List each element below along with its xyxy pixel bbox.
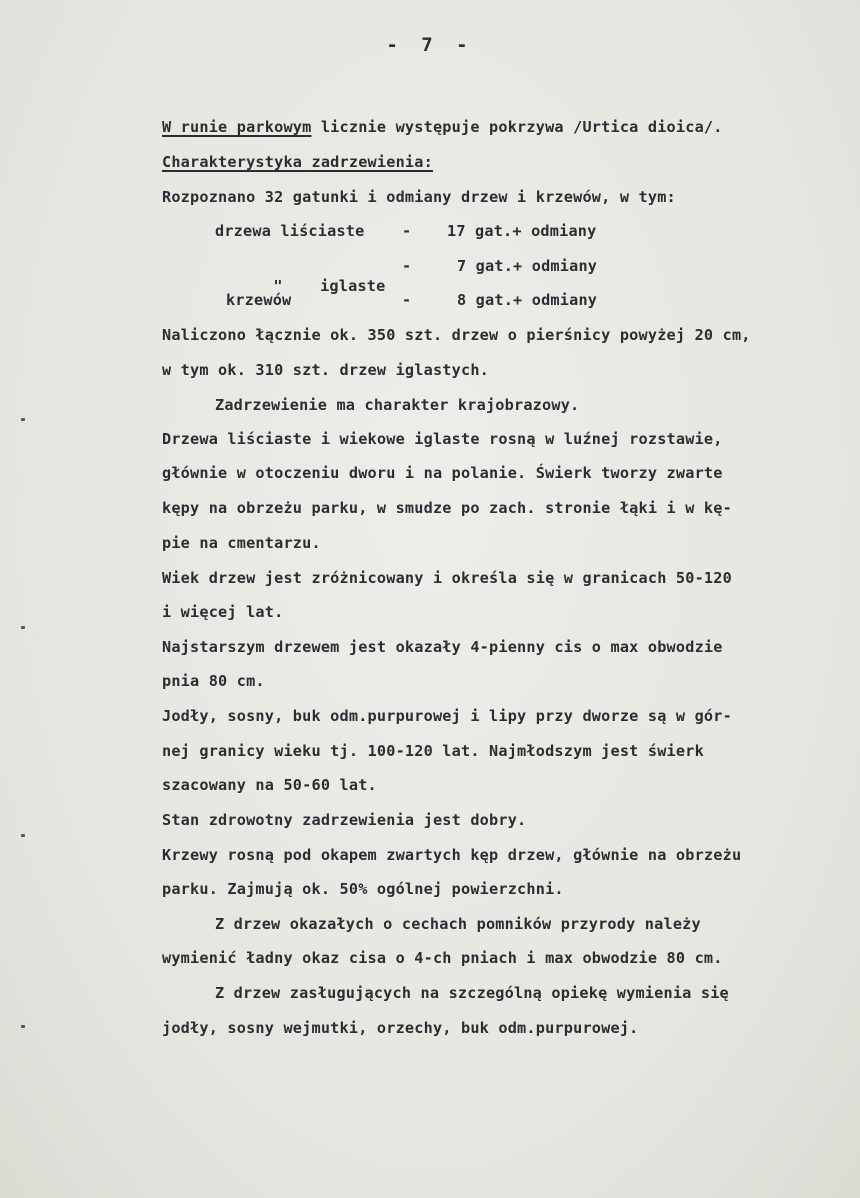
species-count: 8 gat.+ odmiany [457,291,598,309]
species-count: 17 gat.+ odmiany [447,222,597,240]
heading-line [162,117,723,137]
subheading: Charakterystyka zadrzewienia: [162,153,433,171]
species-dash: - [402,222,412,240]
species-dash: - [402,291,412,309]
page-number: - 7 - [386,34,474,56]
body-line: nej granicy wieku tj. 100-120 lat. Najmłodszym jest świerk [162,742,704,760]
body-line: parku. Zajmują ok. 50% ogólnej powierzchni. [162,880,564,898]
species-row [215,221,365,241]
species-group: " iglaste [273,277,386,295]
body-line: Jodły, sosny, buk odm.purpurowej i lipy przy dworze są w gór- [162,707,732,725]
body-line: Zadrzewienie ma charakter krajobrazowy. [215,396,580,414]
body-line: szacowany na 50-60 lat. [162,776,377,794]
body-line: głównie w otoczeniu dworu i na polanie. Świerk tworzy zwarte [162,464,723,482]
species-group: drzewa liściaste [215,222,365,240]
species-dash: - [402,257,412,275]
species-count: 7 gat.+ odmiany [457,257,598,275]
margin-mark [21,834,25,837]
heading-rest: licznie występuje pokrzywa /Urtica dioica/. [311,118,723,136]
body-line: Stan zdrowotny zadrzewienia jest dobry. [162,811,527,829]
body-line: pie na cmentarzu. [162,534,321,552]
margin-mark [21,418,25,421]
body-line: pnia 80 cm. [162,672,265,690]
body-line: Drzewa liściaste i wiekowe iglaste rosną w luźnej rozstawie, [162,430,723,448]
body-line: i więcej lat. [162,603,284,621]
body-line: w tym ok. 310 szt. drzew iglastych. [162,361,490,379]
body-line: jodły, sosny wejmutki, orzechy, buk odm.purpurowej. [162,1019,639,1037]
margin-mark [21,626,25,629]
body-line: kępy na obrzeżu parku, w smudze po zach. stronie łąki i w kę- [162,499,732,517]
body-line: Z drzew zasługujących na szczególną opiekę wymienia się [215,984,729,1002]
body-line: Wiek drzew jest zróżnicowany i określa się w granicach 50-120 [162,569,732,587]
body-line: Najstarszym drzewem jest okazały 4-pienny cis o max obwodzie [162,638,723,656]
species-group: krzewów [226,291,292,309]
body-line: Naliczono łącznie ok. 350 szt. drzew o pierśnicy powyżej 20 cm, [162,326,751,344]
margin-mark [21,1025,25,1028]
intro-line: Rozpoznano 32 gatunki i odmiany drzew i krzewów, w tym: [162,188,676,206]
body-line: wymienić ładny okaz cisa o 4-ch pniach i max obwodzie 80 cm. [162,949,723,967]
body-line: Krzewy rosną pod okapem zwartych kęp drzew, głównie na obrzeżu [162,846,742,864]
heading-underlined: W runie parkowym [162,118,312,136]
species-row [226,290,291,310]
body-line: Z drzew okazałych o cechach pomników przyrody należy [215,915,701,933]
